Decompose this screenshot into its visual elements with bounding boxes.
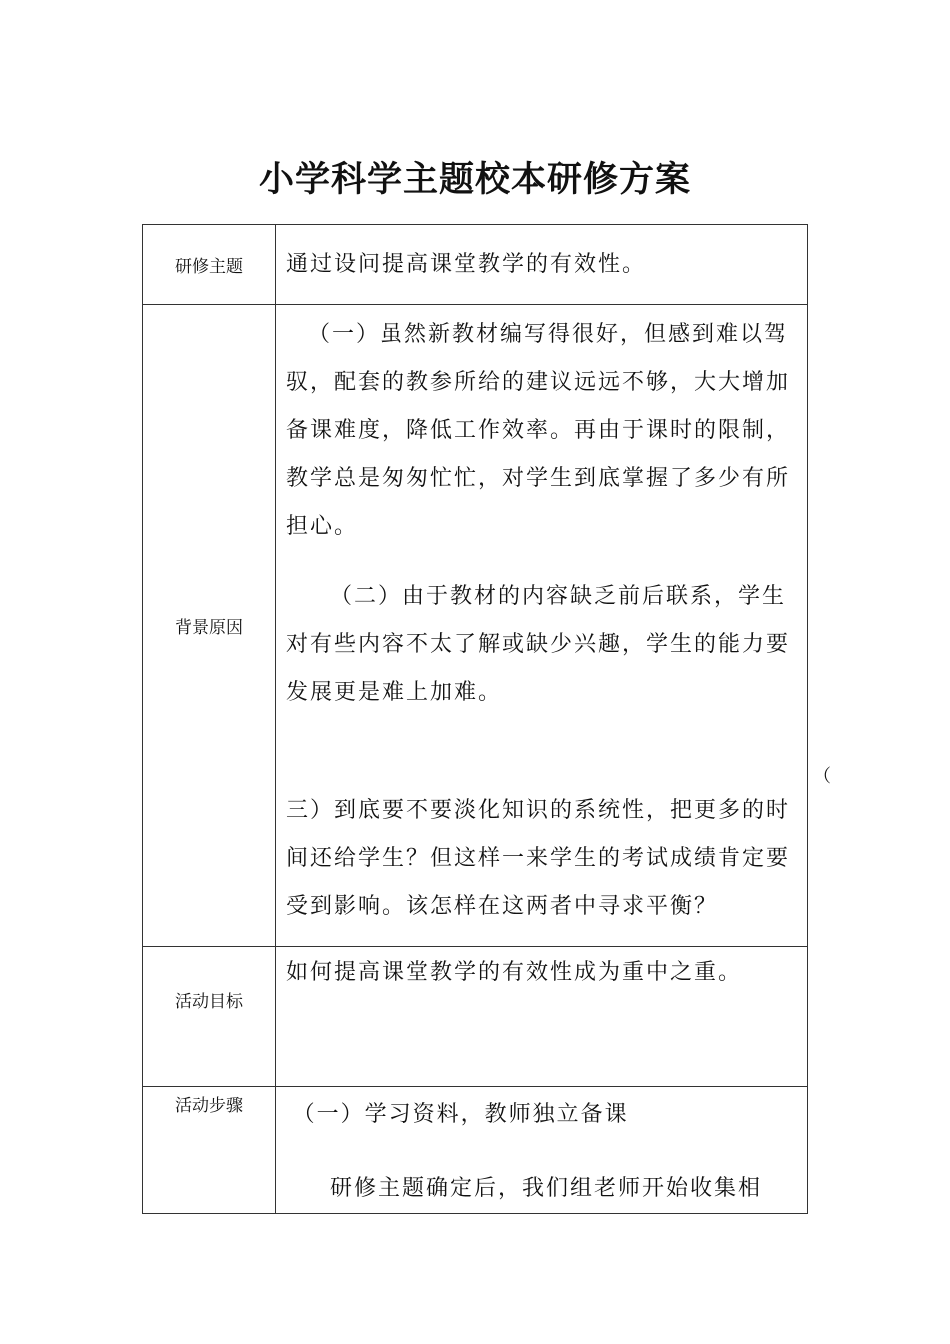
background-paragraph-2: （二）由于教材的内容缺乏前后联系，学生对有些内容不太了解或缺少兴趣，学生的能力要发展更是难上加难。 (286, 584, 791, 705)
page-title: 小学科学主题校本研修方案 (258, 159, 691, 200)
table-row-topic (143, 225, 808, 305)
step-body: 研修主题确定后，我们组老师开始收集相 (330, 1176, 763, 1201)
steps-label: 活动步骤 (143, 1087, 276, 1214)
table-row-background (143, 305, 808, 947)
plan-table (142, 224, 808, 1214)
goal-content (276, 947, 808, 1087)
goal-text: 如何提高课堂教学的有效性成为重中之重。 (286, 960, 743, 985)
background-paragraph-1: （一）虽然新教材编写得很好，但感到难以驾驭，配套的教参所给的建议远远不够，大大增加备课难度，降低工作效率。再由于课时的限制，教学总是匆匆忙忙，对学生到底掌握了多少有所担心。 (286, 322, 791, 539)
step-heading: （一）学习资料，教师独立备课 (292, 1102, 629, 1127)
topic-content: 通过设问提高课堂教学的有效性。 (276, 225, 808, 305)
goal-label: 活动目标 (143, 947, 276, 1087)
background-paragraph-3: 三）到底要不要淡化知识的系统性，把更多的时间还给学生？但这样一来学生的考试成绩肯定要受到影响。该怎样在这两者中寻求平衡？ (286, 798, 791, 919)
steps-content (276, 1087, 808, 1214)
table-row-goal (143, 947, 808, 1087)
stray-parenthesis: （ (813, 766, 831, 787)
table-row-steps (143, 1087, 808, 1214)
background-content (276, 305, 808, 947)
topic-label: 研修主题 (143, 225, 276, 305)
background-label: 背景原因 (143, 305, 276, 947)
